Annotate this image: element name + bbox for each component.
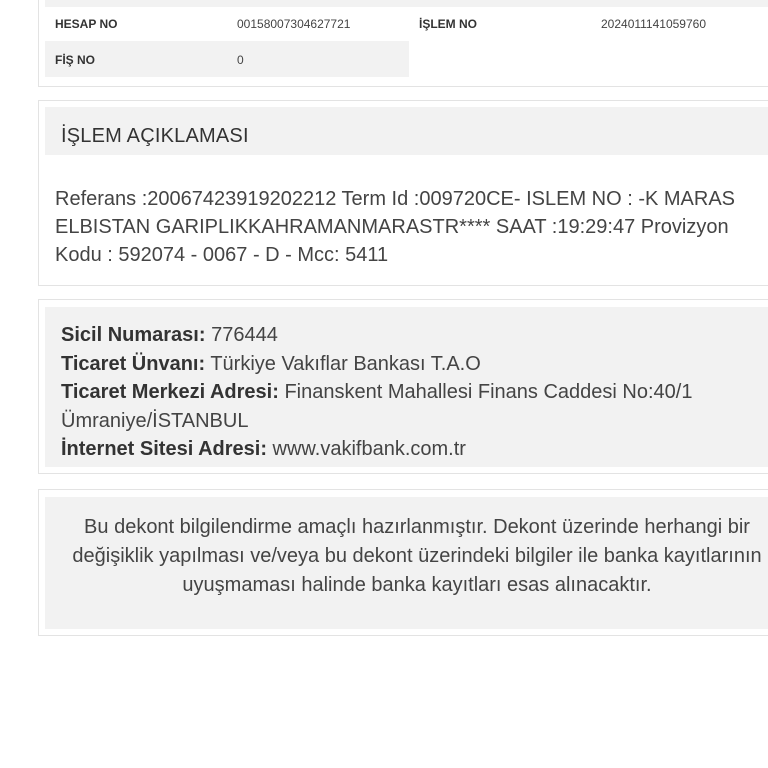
adres-label: Ticaret Merkezi Adresi: (61, 381, 279, 403)
fis-no-cell (45, 41, 409, 77)
unvan-value: Türkiye Vakıflar Bankası T.A.O (210, 352, 481, 375)
sicil-row (61, 321, 761, 350)
description-header (45, 107, 768, 155)
fis-no-label: FİŞ NO (55, 53, 96, 67)
account-info-top-strip (45, 0, 768, 7)
unvan-label: Ticaret Ünvanı: (61, 352, 206, 375)
islem-no-label: İŞLEM NO (419, 17, 478, 31)
adres-row (61, 378, 761, 435)
fis-no-value: 0 (237, 53, 244, 67)
sicil-value: 776444 (211, 324, 278, 346)
company-info-panel (45, 307, 768, 467)
transaction-description-card (38, 100, 768, 286)
adres-value: Finanskent Mahallesi Finans Caddesi No:40/1 Ümraniye/İSTANBUL (61, 381, 693, 432)
company-info-card (38, 299, 768, 474)
disclaimer-panel (45, 497, 768, 629)
hesap-no-value: 00158007304627721 (237, 17, 351, 31)
web-row (61, 435, 761, 464)
sicil-label: Sicil Numarası: (61, 324, 206, 346)
unvan-row (61, 350, 761, 379)
account-info-card (38, 0, 768, 87)
disclaimer-card (38, 489, 768, 636)
description-title: İŞLEM AÇIKLAMASI (61, 125, 249, 147)
hesap-no-label: HESAP NO (55, 17, 118, 31)
web-value: www.vakifbank.com.tr (272, 438, 466, 460)
web-label: İnternet Sitesi Adresi: (61, 438, 267, 460)
company-info-text (61, 321, 761, 464)
islem-no-value: 2024011141059760 (601, 17, 706, 31)
description-text: Referans :20067423919202212 Term Id :009720CE- ISLEM NO : -K MARAS ELBISTAN GARIPLIKKAHRAMANMARASTR**** SAAT :19:29:47 Provizyon Kodu : 592074 - 0067 - D - Mcc: 5411 (55, 188, 736, 266)
disclaimer-text: Bu dekont bilgilendirme amaçlı hazırlanmıştır. Dekont üzerinde herhangi bir değişiklik yapılması ve/veya bu dekont üzerindeki bilgiler ile banka kayıtlarının uyuşmaması halinde banka kayıtları esas alınacaktır. (72, 516, 762, 596)
